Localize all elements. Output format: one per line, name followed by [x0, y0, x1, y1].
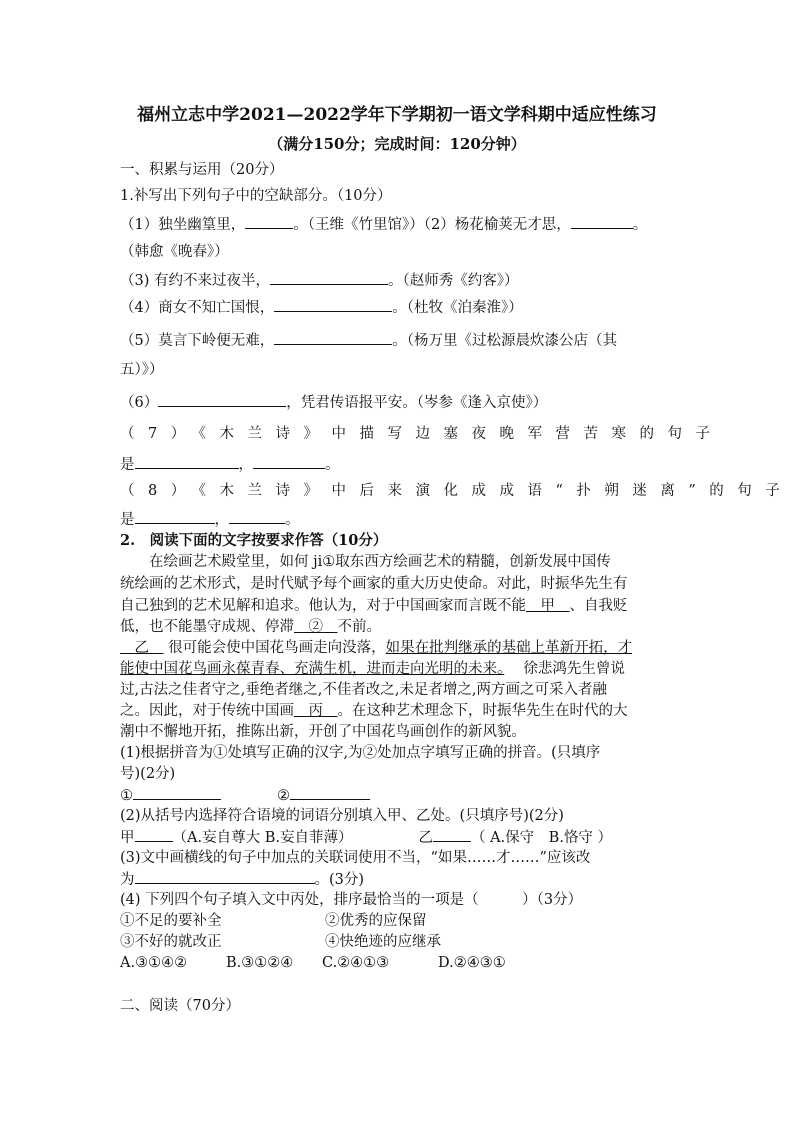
- q1-text: 。（王维《竹里馆》）（2）杨花榆荚无才思，: [293, 217, 571, 233]
- subquestion-3: (3)文中画横线的句子中加点的关联词使用不当，“如果……才……”应该改: [120, 850, 591, 866]
- choice-options: （A.妄自尊大 B.妄自菲薄）: [172, 830, 353, 846]
- sentence-option: ④快绝迹的应继承: [325, 934, 441, 950]
- passage-text: 低，也不能墨守成规、停滞: [120, 619, 294, 635]
- subquestion-1: (1)根据拼音为①处填写正确的汉字,为②处加点字填写正确的拼音。(只填序: [120, 745, 601, 761]
- q1-line-5: [120, 330, 617, 351]
- sentence-options-row-1: [120, 911, 427, 931]
- q1-line-4: [120, 297, 523, 318]
- answer-blank[interactable]: [274, 330, 392, 345]
- answer-blank[interactable]: [135, 869, 315, 884]
- q1-text: 。（杜牧《泊秦淮》）: [392, 300, 523, 316]
- passage-text: 、自我贬: [569, 598, 628, 614]
- answer-blank[interactable]: [158, 392, 286, 407]
- passage-line: 过,古法之佳者守之,垂绝者继之,不佳者改之,未足者增之,两方画之可采入者融: [120, 682, 608, 698]
- passage-text: 。在这种艺术理念下，时振华先生在时代的大: [337, 703, 628, 719]
- sentence-option: ③不好的就改正: [120, 934, 222, 950]
- q1-line-2: （韩愈《晚春》）: [120, 244, 229, 260]
- q1-text: 。: [325, 457, 340, 473]
- subquestion-2: (2)从括号内选择符合语境的词语分别填入甲、乙处。(只填序号)(2分): [120, 808, 564, 824]
- answer-choice-b[interactable]: B.③①②④: [226, 955, 294, 971]
- section-1-heading: 一、积累与运用（20分）: [120, 162, 284, 178]
- subquestion-1-cont: 号)(2分): [120, 766, 176, 782]
- q1-line-11: [120, 509, 300, 530]
- blank-jia: 甲: [526, 598, 570, 614]
- q1-text: （5）莫言下岭便无难，: [120, 333, 275, 349]
- answer-choice-a[interactable]: A.③①④②: [120, 955, 188, 971]
- q1-text: （3) 有约不来过夜半，: [120, 273, 270, 289]
- q1-text: （4）商女不知亡国恨，: [120, 300, 275, 316]
- answer-choices: [120, 953, 506, 973]
- q1-text: 。: [285, 512, 300, 528]
- answer-blank[interactable]: [571, 214, 633, 229]
- q1-text: ，: [238, 457, 253, 473]
- answer-choice-c[interactable]: C.②④①③: [322, 955, 390, 971]
- passage-text: 徐悲鸿先生曾说: [504, 661, 625, 677]
- passage-text: 自己独到的艺术见解和追求。他认为，对于中国画家而言既不能: [120, 598, 526, 614]
- passage-text: 很可能会使中国花鸟画走向没落，: [163, 640, 386, 656]
- q1-text: 。（赵师秀《约客》）: [388, 273, 519, 289]
- answer-blank[interactable]: [133, 785, 221, 800]
- score-note: 。(3分): [314, 872, 365, 888]
- passage-line: [120, 638, 632, 658]
- sentence-option: ①不足的要补全: [120, 913, 222, 929]
- q1-line-7: [120, 392, 547, 413]
- answer-blank[interactable]: [253, 454, 325, 469]
- q1-text: 。: [632, 217, 648, 233]
- subquestion-1-answers: [120, 785, 370, 806]
- passage-line: [120, 617, 381, 637]
- blank-yi: 乙: [120, 640, 164, 656]
- answer-blank[interactable]: [135, 509, 215, 524]
- answer-label: 为: [120, 872, 135, 888]
- passage-line: [120, 596, 628, 616]
- answer-blank[interactable]: [290, 785, 370, 800]
- q1-text: 。（杨万里《过松源晨炊漆公店（其: [392, 333, 617, 349]
- question-1-stem: 1.补写出下列句子中的空缺部分。（10分）: [120, 188, 392, 204]
- q1-line-3: [120, 270, 519, 291]
- section-2-heading: 二、阅读（70分）: [120, 998, 240, 1014]
- answer-blank[interactable]: [433, 827, 471, 842]
- q1-line-1: [120, 214, 647, 235]
- passage-line: [120, 659, 625, 679]
- answer-choice-d[interactable]: D.②④③①: [438, 955, 506, 971]
- answer-label: ①: [120, 788, 133, 804]
- q1-text: （6）: [120, 395, 159, 411]
- subquestion-2-answers: [120, 827, 612, 848]
- q1-line-8: （7）《木兰诗》中描写边塞夜晚军营苦寒的句子: [120, 426, 724, 442]
- answer-blank[interactable]: [229, 509, 285, 524]
- subquestion-3-answer: [120, 869, 364, 890]
- subquestion-4: (4) 下列四个句子填入文中丙处，排序最恰当的一项是（ ）（3分）: [120, 892, 583, 908]
- q1-text: 是: [120, 512, 135, 528]
- answer-label: 甲: [120, 830, 135, 846]
- q1-line-6: 五）》）: [120, 362, 164, 378]
- exam-title: 福州立志中学2021—2022学年下学期初一语文学科期中适应性练习: [137, 105, 657, 125]
- answer-blank[interactable]: [135, 454, 239, 469]
- answer-label: ②: [277, 788, 290, 804]
- passage-text: 之。因此，对于传统中国画: [120, 703, 294, 719]
- q1-line-9: [120, 454, 340, 475]
- passage-line: 统绘画的艺术形式，是时代赋予每个画家的重大历史使命。对此，时振华先生有: [120, 576, 628, 592]
- passage-line: 潮中不懈地开拓，推陈出新，开创了中国花鸟画创作的新风貌。: [120, 724, 526, 740]
- passage-line: 在绘画艺术殿堂里，如何 ji①取东西方绘画艺术的精髓，创新发展中国传: [149, 554, 611, 570]
- passage-line: [120, 701, 628, 721]
- sentence-option: ②优秀的应保留: [325, 913, 427, 929]
- blank-bing: 丙: [294, 703, 338, 719]
- answer-label: 乙: [418, 830, 433, 846]
- q1-text: （1）独坐幽篁里，: [120, 217, 246, 233]
- underlined-sentence: 能使中国花鸟画永葆青春、充满生机，进而走向光明的未来。: [120, 661, 505, 677]
- underlined-sentence: 如果在批判继承的基础上革新开拓，才: [385, 640, 633, 656]
- answer-blank[interactable]: [274, 297, 392, 312]
- answer-blank[interactable]: [245, 214, 293, 229]
- blank-2: ②: [294, 619, 338, 635]
- q1-text: 是: [120, 457, 135, 473]
- answer-blank[interactable]: [270, 270, 388, 285]
- exam-subtitle: （满分150分；完成时间：120分钟）: [268, 135, 526, 153]
- question-2-heading: 2. 阅读下面的文字按要求作答（10分）: [120, 532, 388, 549]
- answer-blank[interactable]: [135, 827, 173, 842]
- q1-line-10: （8）《木兰诗》中后来演化成成语“扑朔迷离”的句子: [120, 483, 794, 499]
- passage-text: 不前。: [337, 619, 381, 635]
- sentence-options-row-2: [120, 932, 441, 952]
- choice-options: （ A.保守 B.恪守 ）: [470, 830, 613, 846]
- q1-text: ，凭君传语报平安。（岑参《逢入京使》）: [286, 395, 548, 411]
- q1-text: ，: [214, 512, 229, 528]
